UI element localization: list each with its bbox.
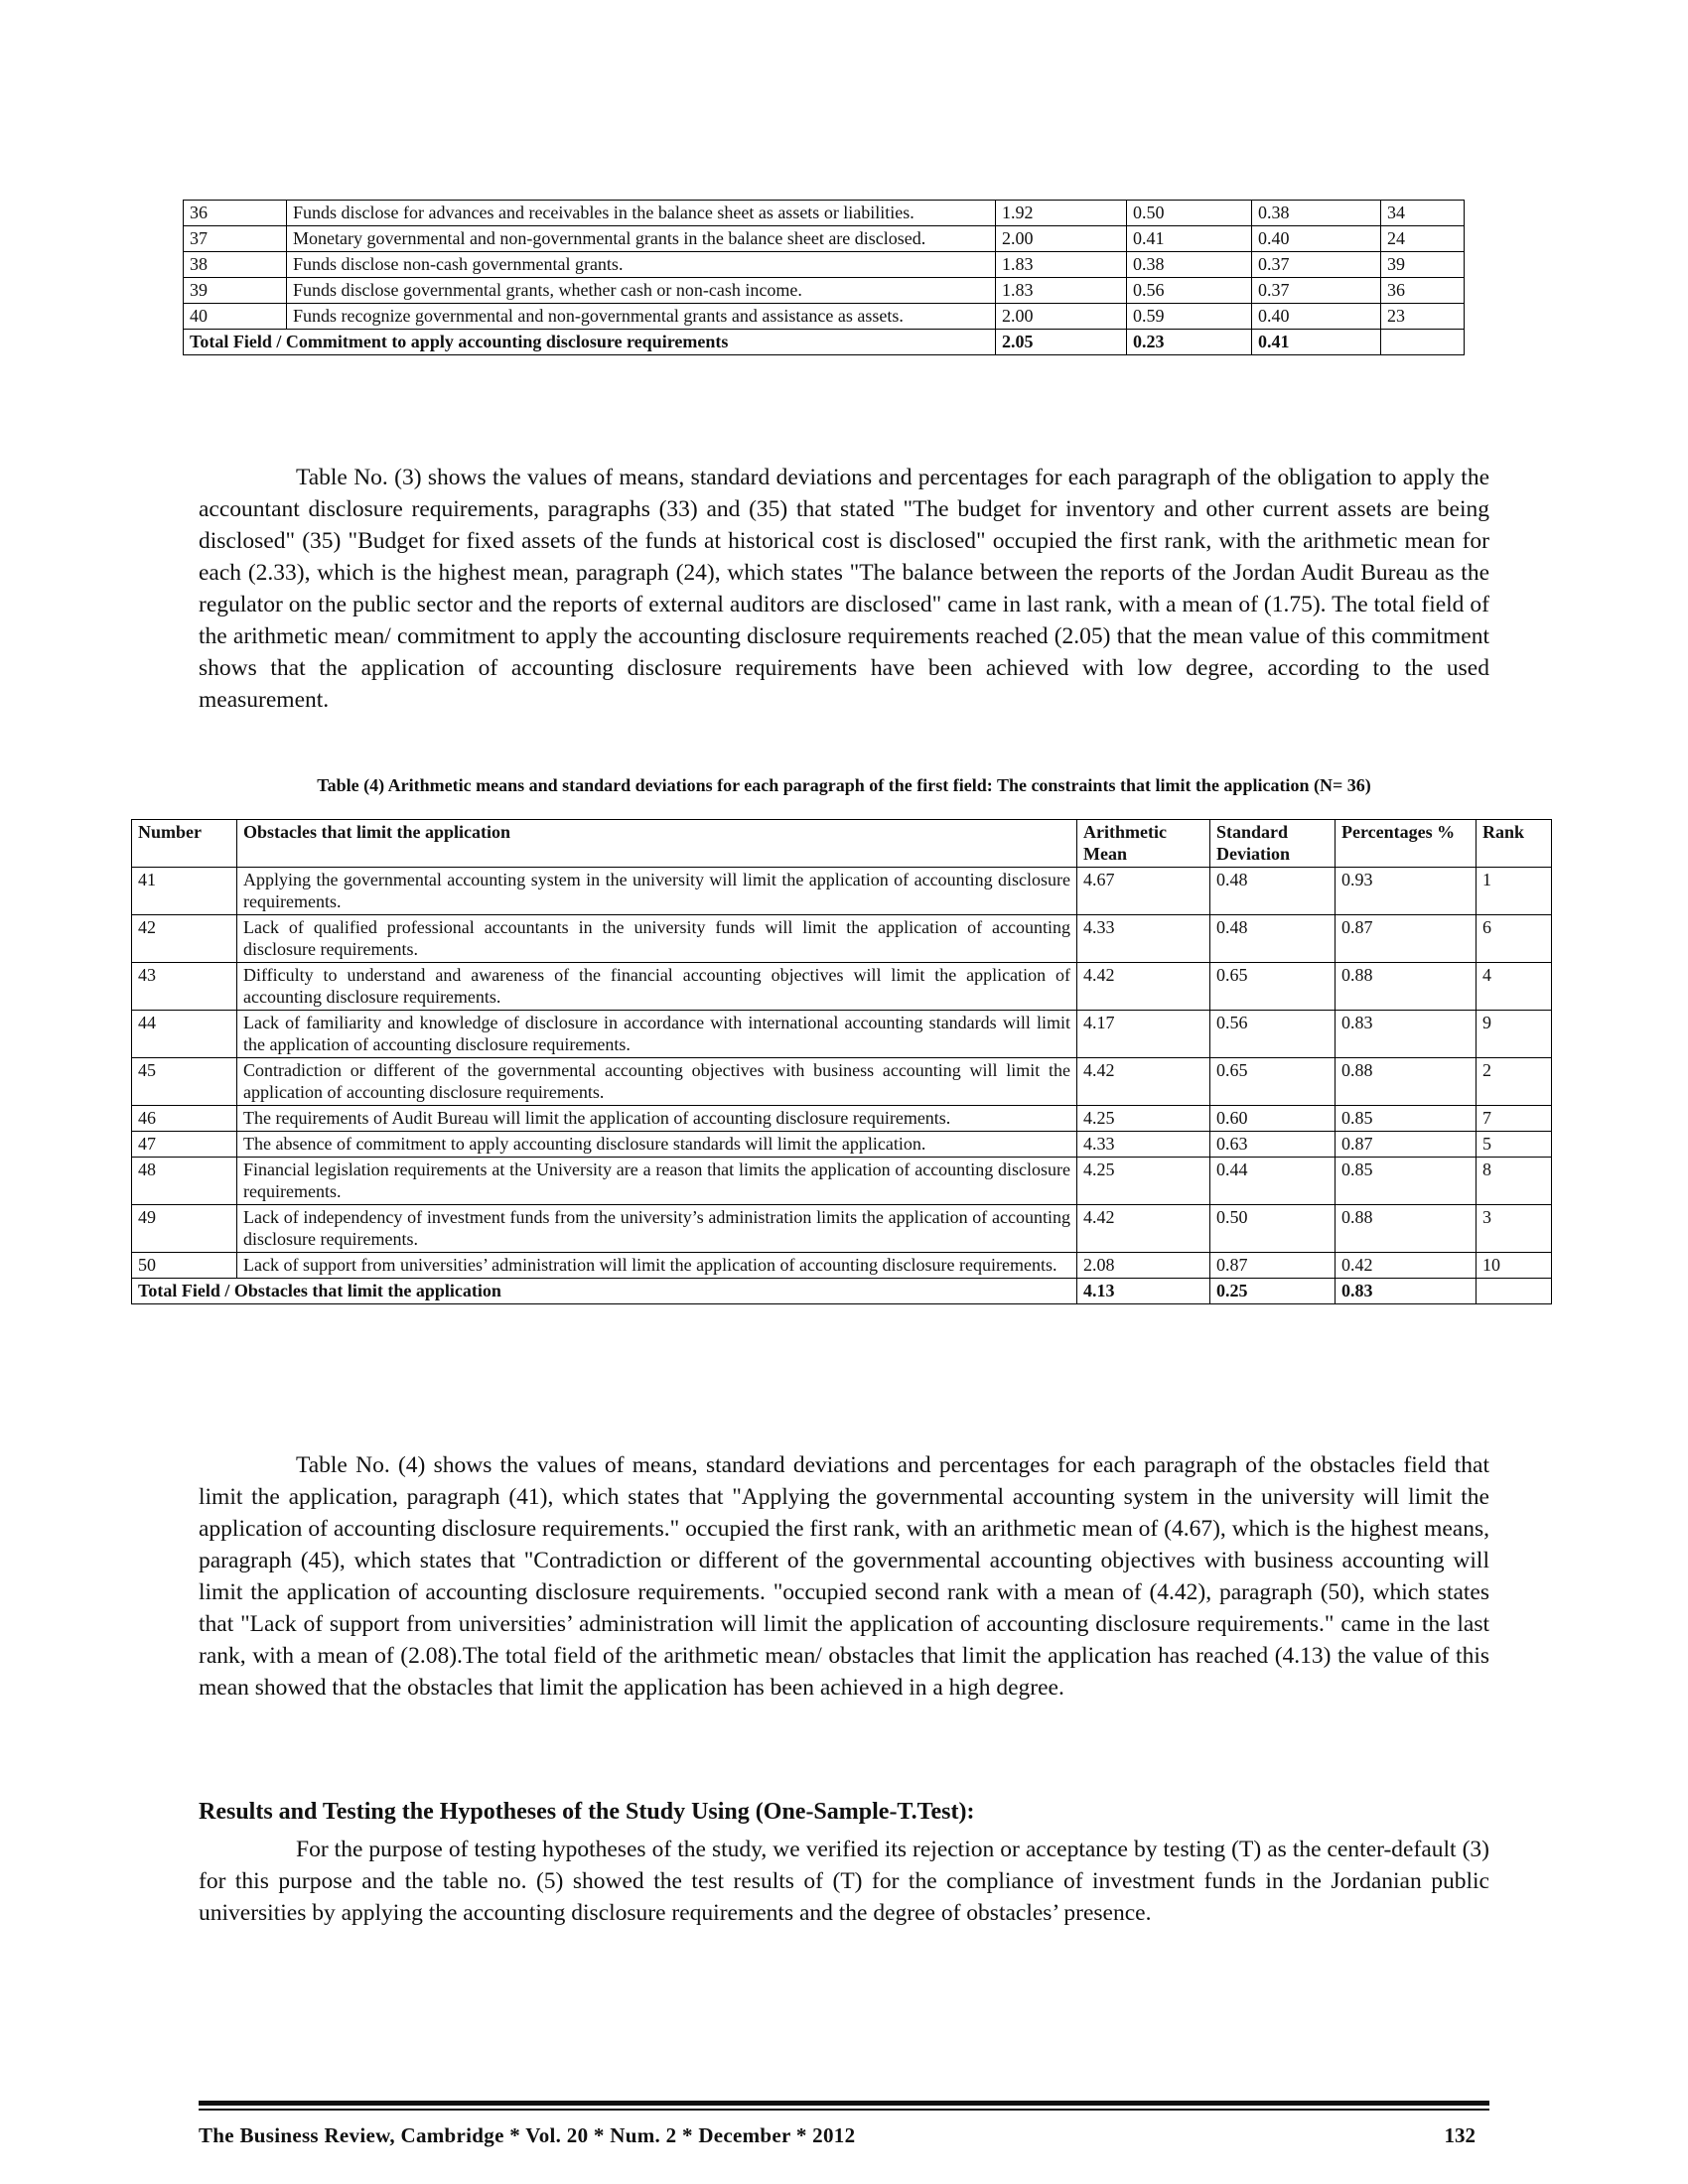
- table4-caption: Table (4) Arithmetic means and standard deviations for each paragraph of the first field: The constraints that limit the application (N= 36): [317, 775, 1371, 795]
- cell-mean: 2.05: [996, 330, 1127, 355]
- table-row: [184, 252, 1465, 278]
- cell-description: The requirements of Audit Bureau will limit the application of accounting disclosure requirements.: [237, 1106, 1077, 1132]
- table-row: [184, 278, 1465, 304]
- cell-description: Contradiction or different of the governmental accounting objectives with business accounting will limit the application of accounting disclosure requirements.: [237, 1058, 1077, 1106]
- cell-description: Lack of independency of investment funds from the university’s administration limits the application of accounting disclosure requirements.: [237, 1205, 1077, 1253]
- cell-sd: 0.41: [1127, 226, 1252, 252]
- cell-description: Lack of familiarity and knowledge of disclosure in accordance with international accounting standards will limit the application of accounting disclosure requirements.: [237, 1011, 1077, 1058]
- table-row: [132, 915, 1552, 963]
- cell-rank: 7: [1477, 1106, 1552, 1132]
- cell-mean: 4.67: [1077, 868, 1210, 915]
- table-row: [184, 226, 1465, 252]
- table-row: [132, 1253, 1552, 1279]
- cell-sd: 0.25: [1210, 1279, 1336, 1304]
- cell-mean: 4.33: [1077, 1132, 1210, 1158]
- header-arithmetic-mean: Arithmetic Mean: [1077, 820, 1210, 868]
- cell-percentage: 0.37: [1252, 278, 1381, 304]
- cell-mean: 1.83: [996, 252, 1127, 278]
- table-row: [184, 201, 1465, 226]
- table-row: [132, 1205, 1552, 1253]
- cell-percentage: 0.87: [1336, 915, 1477, 963]
- table3-body: [184, 201, 1465, 355]
- header-percentages: Percentages %: [1336, 820, 1477, 868]
- cell-sd: 0.60: [1210, 1106, 1336, 1132]
- cell-description: Lack of qualified professional accountants in the university funds will limit the application of accounting disclosure requirements.: [237, 915, 1077, 963]
- cell-sd: 0.38: [1127, 252, 1252, 278]
- cell-mean: 1.92: [996, 201, 1127, 226]
- cell-percentage: 0.88: [1336, 1205, 1477, 1253]
- cell-rank: 5: [1477, 1132, 1552, 1158]
- cell-percentage: 0.41: [1252, 330, 1381, 355]
- cell-percentage: 0.38: [1252, 201, 1381, 226]
- table3-continued: [183, 200, 1465, 355]
- cell-mean: 2.00: [996, 304, 1127, 330]
- cell-description: Applying the governmental accounting system in the university will limit the application of accounting disclosure requirements.: [237, 868, 1077, 915]
- table4-body: [132, 868, 1552, 1304]
- header-obstacles: Obstacles that limit the application: [237, 820, 1077, 868]
- cell-number: 44: [132, 1011, 237, 1058]
- cell-sd: 0.63: [1210, 1132, 1336, 1158]
- cell-number: 48: [132, 1158, 237, 1205]
- cell-sd: 0.23: [1127, 330, 1252, 355]
- cell-sd: 0.48: [1210, 915, 1336, 963]
- table4-obstacles: [131, 819, 1552, 1304]
- cell-description: Funds recognize governmental and non-governmental grants and assistance as assets.: [287, 304, 996, 330]
- cell-sd: 0.50: [1127, 201, 1252, 226]
- cell-mean: 4.42: [1077, 1205, 1210, 1253]
- cell-number: 38: [184, 252, 287, 278]
- cell-mean: 2.08: [1077, 1253, 1210, 1279]
- cell-description: Difficulty to understand and awareness of the financial accounting objectives will limit the application of accounting disclosure requirements.: [237, 963, 1077, 1011]
- cell-mean: 1.83: [996, 278, 1127, 304]
- cell-description: Funds disclose non-cash governmental grants.: [287, 252, 996, 278]
- cell-number: 41: [132, 868, 237, 915]
- cell-sd: 0.87: [1210, 1253, 1336, 1279]
- cell-rank: [1381, 330, 1465, 355]
- total-label: Total Field / Commitment to apply accounting disclosure requirements: [184, 330, 996, 355]
- cell-sd: 0.50: [1210, 1205, 1336, 1253]
- cell-percentage: 0.83: [1336, 1279, 1477, 1304]
- cell-number: 47: [132, 1132, 237, 1158]
- cell-rank: 2: [1477, 1058, 1552, 1106]
- cell-number: 42: [132, 915, 237, 963]
- cell-percentage: 0.93: [1336, 868, 1477, 915]
- footer-rule-thick: [199, 2101, 1489, 2106]
- cell-number: 46: [132, 1106, 237, 1132]
- header-number: Number: [132, 820, 237, 868]
- cell-rank: 1: [1477, 868, 1552, 915]
- cell-mean: 4.33: [1077, 915, 1210, 963]
- footer-page-number: 132: [1444, 2123, 1476, 2147]
- cell-number: 40: [184, 304, 287, 330]
- cell-description: Monetary governmental and non-governmental grants in the balance sheet are disclosed.: [287, 226, 996, 252]
- header-standard-deviation: Standard Deviation: [1210, 820, 1336, 868]
- cell-percentage: 0.85: [1336, 1158, 1477, 1205]
- cell-mean: 2.00: [996, 226, 1127, 252]
- cell-description: Funds disclose governmental grants, whether cash or non-cash income.: [287, 278, 996, 304]
- total-label: Total Field / Obstacles that limit the application: [132, 1279, 1077, 1304]
- cell-rank: [1477, 1279, 1552, 1304]
- cell-mean: 4.42: [1077, 963, 1210, 1011]
- table-row: [132, 1058, 1552, 1106]
- cell-sd: 0.56: [1127, 278, 1252, 304]
- cell-percentage: 0.87: [1336, 1132, 1477, 1158]
- paragraph-hypotheses: For the purpose of testing hypotheses of the study, we verified its rejection or acceptance by testing (T) as the center-default (3) for this purpose and the table no. (5) showed the test results of (T) for the compliance of investment funds in the Jordanian public universities by applying the accounting disclosure requirements and the degree of obstacles’ presence.: [199, 1837, 1489, 1926]
- cell-percentage: 0.40: [1252, 304, 1381, 330]
- table-row: [132, 963, 1552, 1011]
- cell-rank: 9: [1477, 1011, 1552, 1058]
- cell-description: The absence of commitment to apply accounting disclosure standards will limit the application.: [237, 1132, 1077, 1158]
- cell-rank: 36: [1381, 278, 1465, 304]
- cell-description: Funds disclose for advances and receivables in the balance sheet as assets or liabilities.: [287, 201, 996, 226]
- cell-number: 36: [184, 201, 287, 226]
- table-total-row: [132, 1279, 1552, 1304]
- cell-rank: 10: [1477, 1253, 1552, 1279]
- cell-percentage: 0.42: [1336, 1253, 1477, 1279]
- cell-rank: 34: [1381, 201, 1465, 226]
- table-total-row: [184, 330, 1465, 355]
- header-rank: Rank: [1477, 820, 1552, 868]
- table-row: [132, 868, 1552, 915]
- cell-sd: 0.56: [1210, 1011, 1336, 1058]
- cell-mean: 4.42: [1077, 1058, 1210, 1106]
- cell-rank: 6: [1477, 915, 1552, 963]
- cell-sd: 0.65: [1210, 963, 1336, 1011]
- paragraph-table4-discussion: Table No. (4) shows the values of means, standard deviations and percentages for each paragraph of the obstacles field that limit the application, paragraph (41), which states that "Applying the governmental accounting system in the university will limit the application of accounting disclosure requirements." occupied the first rank, with an arithmetic mean of (4.67), which is the highest means, paragraph (45), which states that "Contradiction or different of the governmental accounting objectives with business accounting will limit the application of accounting disclosure requirements. "occupied second rank with a mean of (4.42), paragraph (50), which states that "Lack of support from universities’ administration will limit the application of accounting disclosure requirements." came in the last rank, with a mean of (2.08).The total field of the arithmetic mean/ obstacles that limit the application has reached (4.13) the value of this mean showed that the obstacles that limit the application has been achieved in a high degree.: [199, 1452, 1489, 1701]
- table-row: [132, 1011, 1552, 1058]
- cell-percentage: 0.40: [1252, 226, 1381, 252]
- cell-sd: 0.48: [1210, 868, 1336, 915]
- cell-number: 43: [132, 963, 237, 1011]
- cell-rank: 24: [1381, 226, 1465, 252]
- cell-mean: 4.25: [1077, 1158, 1210, 1205]
- cell-mean: 4.25: [1077, 1106, 1210, 1132]
- cell-rank: 23: [1381, 304, 1465, 330]
- table-row: [132, 1132, 1552, 1158]
- cell-sd: 0.44: [1210, 1158, 1336, 1205]
- cell-sd: 0.59: [1127, 304, 1252, 330]
- cell-number: 39: [184, 278, 287, 304]
- cell-number: 45: [132, 1058, 237, 1106]
- footer-journal-info: The Business Review, Cambridge * Vol. 20 * Num. 2 * December * 2012: [199, 2123, 856, 2147]
- paragraph-table3-discussion: Table No. (3) shows the values of means, standard deviations and percentages for each paragraph of the obligation to apply the accountant disclosure requirements, paragraphs (33) and (35) that stated "The budget for inventory and other current assets are being disclosed" (35) "Budget for fixed assets of the funds at historical cost is disclosed" occupied the first rank, with the arithmetic mean for each (2.33), which is the highest mean, paragraph (24), which states "The balance between the reports of the Jordan Audit Bureau as the regulator on the public sector and the reports of external auditors are disclosed" came in last rank, with a mean of (1.75). The total field of the arithmetic mean/ commitment to apply the accounting disclosure requirements reached (2.05) that the mean value of this commitment shows that the application of accounting disclosure requirements have been achieved with low degree, according to the used measurement.: [199, 465, 1489, 713]
- cell-sd: 0.65: [1210, 1058, 1336, 1106]
- cell-rank: 4: [1477, 963, 1552, 1011]
- cell-description: Financial legislation requirements at the University are a reason that limits the application of accounting disclosure requirements.: [237, 1158, 1077, 1205]
- cell-number: 37: [184, 226, 287, 252]
- cell-percentage: 0.37: [1252, 252, 1381, 278]
- cell-rank: 39: [1381, 252, 1465, 278]
- cell-description: Lack of support from universities’ administration will limit the application of accounting disclosure requirements.: [237, 1253, 1077, 1279]
- cell-number: 50: [132, 1253, 237, 1279]
- cell-rank: 3: [1477, 1205, 1552, 1253]
- section-heading: Results and Testing the Hypotheses of the Study Using (One-Sample-T.Test):: [199, 1799, 975, 1825]
- cell-number: 49: [132, 1205, 237, 1253]
- table-row: [184, 304, 1465, 330]
- table4-header-row: [132, 820, 1552, 868]
- cell-rank: 8: [1477, 1158, 1552, 1205]
- table-row: [132, 1158, 1552, 1205]
- table-row: [132, 1106, 1552, 1132]
- cell-mean: 4.17: [1077, 1011, 1210, 1058]
- footer-rule-thin: [199, 2109, 1489, 2111]
- cell-percentage: 0.88: [1336, 963, 1477, 1011]
- cell-percentage: 0.85: [1336, 1106, 1477, 1132]
- cell-mean: 4.13: [1077, 1279, 1210, 1304]
- cell-percentage: 0.83: [1336, 1011, 1477, 1058]
- cell-percentage: 0.88: [1336, 1058, 1477, 1106]
